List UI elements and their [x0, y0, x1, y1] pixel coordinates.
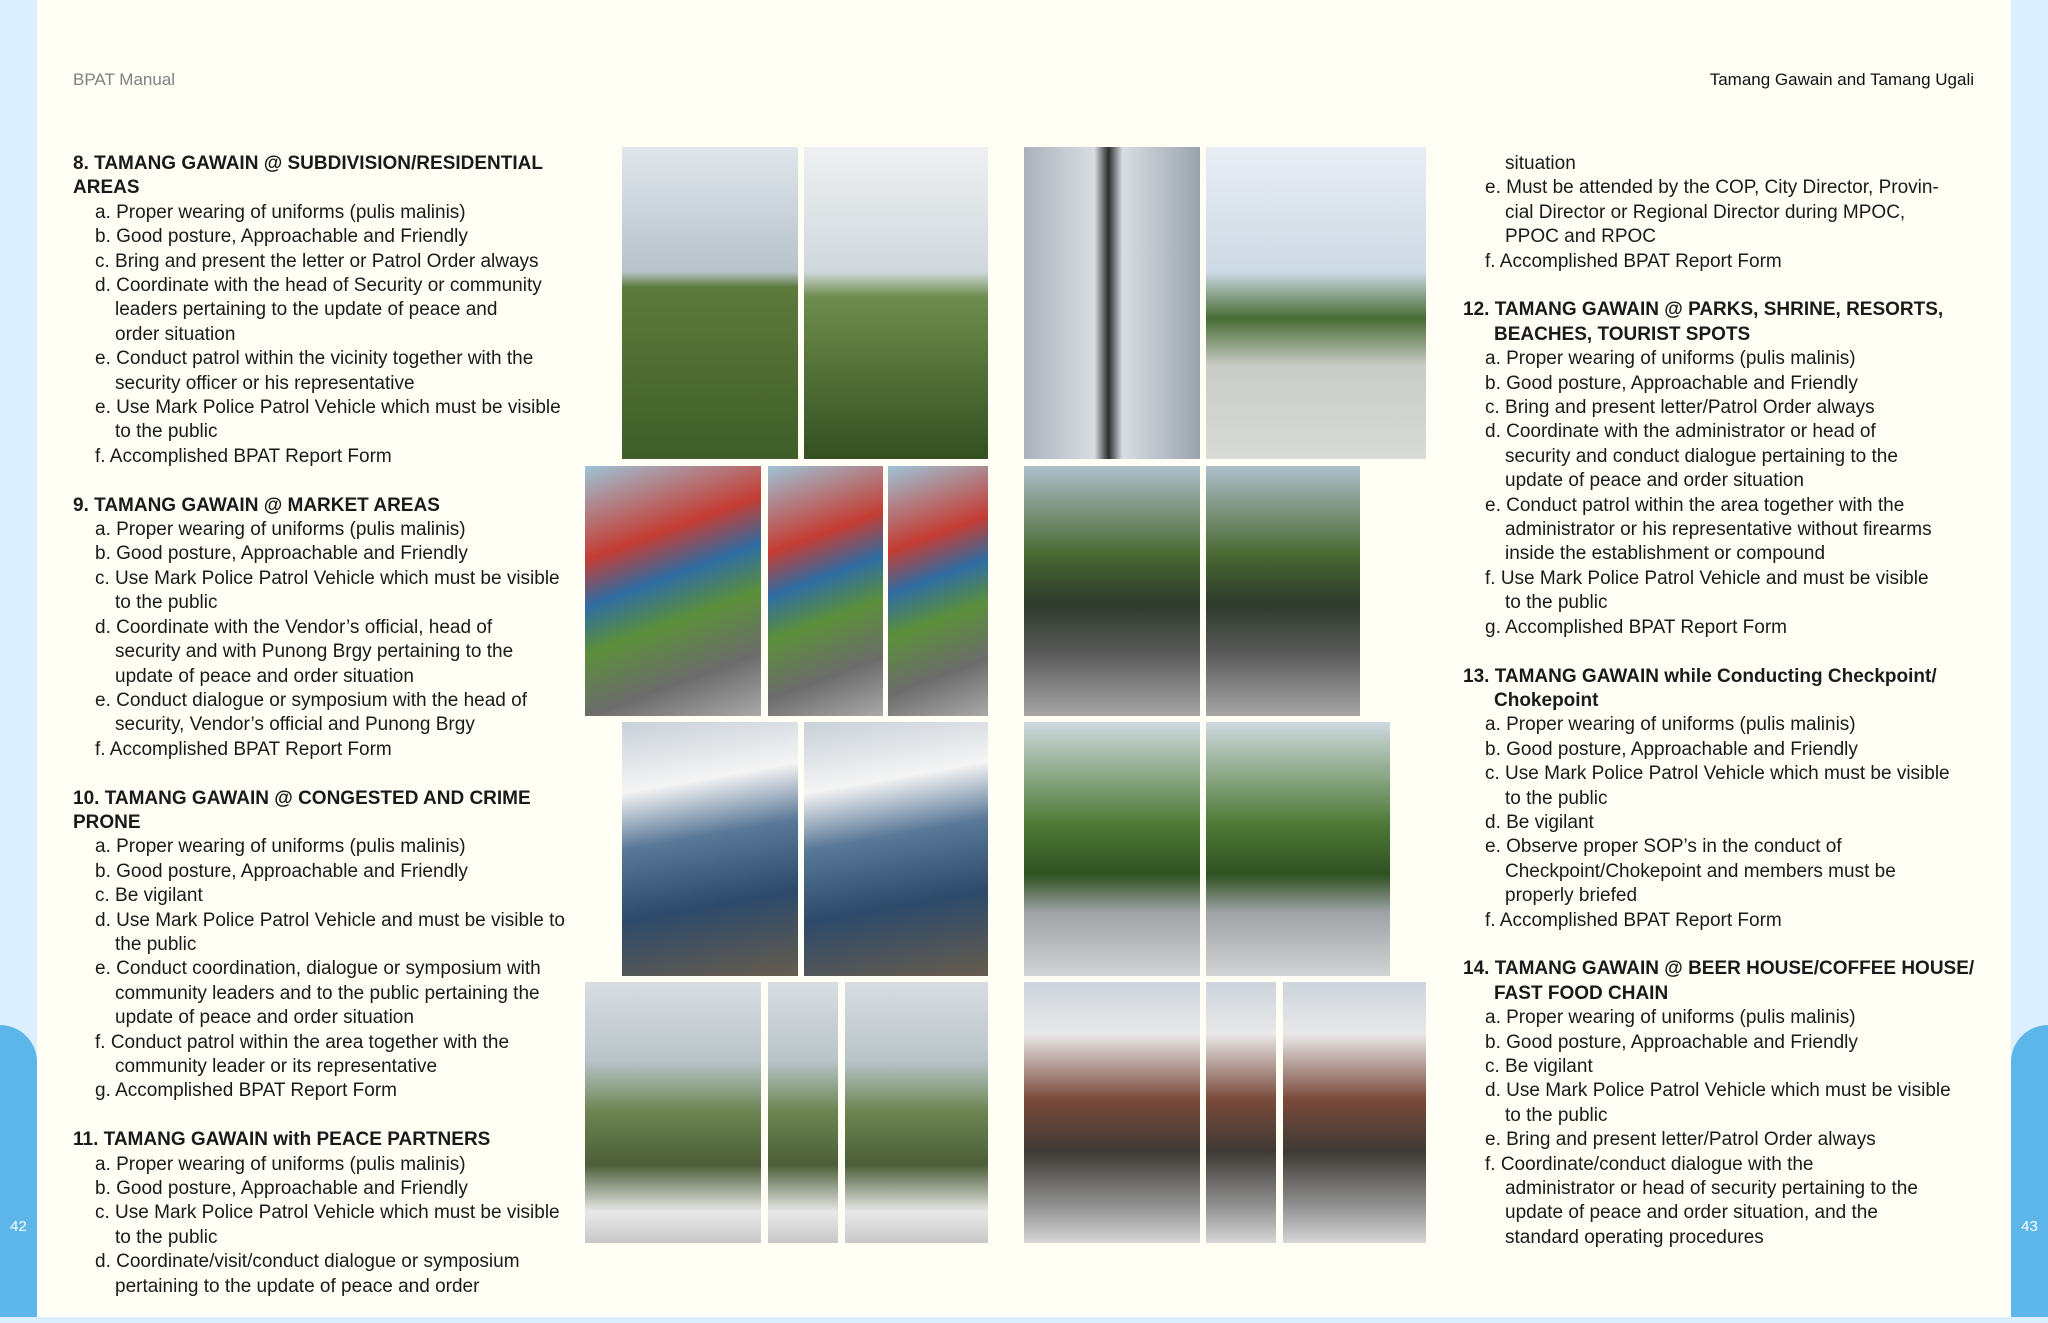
- list-item: [1463, 835, 1983, 908]
- list-item: [1463, 176, 1983, 249]
- list-item-line: e. Bring and present letter/Patrol Order always: [1485, 1129, 1876, 1151]
- photo-market-1: [585, 466, 761, 716]
- list-item-line: e. Conduct patrol within the vicinity together with the: [95, 348, 534, 370]
- section-title: [1463, 665, 1983, 714]
- list-item-continuation: to the public: [115, 1226, 218, 1248]
- list-item-continuation: community leaders and to the public pertaining the: [115, 982, 540, 1004]
- section-title: [1463, 957, 1983, 1006]
- list-item: [1463, 372, 1983, 396]
- list-item-line: b. Good posture, Approachable and Friendly: [95, 226, 468, 248]
- section-block: [73, 152, 593, 469]
- list-item-line: d. Use Mark Police Patrol Vehicle and must be visible to: [95, 909, 565, 931]
- list-item-continuation: security and conduct dialogue pertaining to the: [1505, 445, 1898, 467]
- list-item-line: d. Coordinate with the head of Security or community: [95, 275, 542, 297]
- list-item-line: c. Use Mark Police Patrol Vehicle which must be visible: [1485, 763, 1950, 785]
- list-item-line: c. Bring and present letter/Patrol Order always: [1485, 397, 1875, 419]
- list-item-continuation: update of peace and order situation, and the: [1505, 1202, 1878, 1224]
- list-item-line: c. Use Mark Police Patrol Vehicle which must be visible: [95, 567, 560, 589]
- section-block: [1463, 957, 1983, 1250]
- list-item: [73, 396, 593, 445]
- list-item: [1463, 1128, 1983, 1152]
- list-item: [1463, 762, 1983, 811]
- photo-beer-house-1: [1024, 982, 1200, 1243]
- section-block: [73, 787, 593, 1104]
- photo-peace-partners-1: [585, 982, 761, 1243]
- photo-residential-2: [804, 147, 988, 459]
- list-item-line: d. Be vigilant: [1485, 811, 1594, 833]
- list-item: [73, 1031, 593, 1080]
- section-block: [73, 494, 593, 762]
- photo-peace-partners-2: [768, 982, 838, 1243]
- list-item-continuation: update of peace and order situation: [115, 1007, 414, 1029]
- photo-congested-2: [804, 722, 988, 976]
- list-item: [1463, 1055, 1983, 1079]
- section-title-line: 11. TAMANG GAWAIN with PEACE PARTNERS: [73, 1129, 491, 1151]
- list-item-continuation: community leader or its representative: [115, 1056, 438, 1077]
- list-item-continuation: properly briefed: [1505, 885, 1638, 907]
- list-item: [1463, 1006, 1983, 1030]
- list-item-line: d. Use Mark Police Patrol Vehicle which must be visible: [1485, 1080, 1951, 1102]
- photo-checkpoint-1: [1024, 466, 1200, 716]
- list-item-line: a. Proper wearing of uniforms (pulis malinis): [1485, 348, 1856, 370]
- list-item-continuation: security, Vendor’s official and Punong Brgy: [115, 714, 475, 736]
- list-item: [73, 1177, 593, 1201]
- list-item-line: f. Accomplished BPAT Report Form: [1485, 909, 1782, 931]
- list-item-line: g. Accomplished BPAT Report Form: [1485, 616, 1788, 638]
- list-item-line: f. Use Mark Police Patrol Vehicle and must be visible: [1485, 567, 1929, 589]
- section-title: [73, 1128, 593, 1152]
- list-item-line: a. Proper wearing of uniforms (pulis malinis): [95, 519, 466, 541]
- list-item-line: f. Accomplished BPAT Report Form: [95, 445, 392, 467]
- photo-congested-1: [622, 722, 798, 976]
- list-item: [73, 445, 593, 469]
- section-block: [73, 1128, 593, 1299]
- section-title-line: 13. TAMANG GAWAIN while Conducting Checkpoint/: [1463, 665, 1937, 687]
- list-item-continuation: inside the establishment or compound: [1505, 543, 1826, 565]
- list-item-line: e. Must be attended by the COP, City Director, Provin-: [1485, 177, 1939, 199]
- list-item-line: a. Proper wearing of uniforms (pulis malinis): [1485, 714, 1856, 736]
- list-item: [73, 616, 593, 689]
- list-item: [73, 689, 593, 738]
- list-item: [73, 1079, 593, 1103]
- list-item-continuation: to the public: [1505, 592, 1608, 614]
- photo-residential-1: [622, 147, 798, 459]
- list-item: [73, 250, 593, 274]
- photo-shrine-tower: [1024, 147, 1200, 459]
- list-item-line: b. Good posture, Approachable and Friendly: [95, 1178, 468, 1200]
- left-page-tab: [0, 1025, 37, 1317]
- list-item-line: e. Observe proper SOP’s in the conduct of: [1485, 836, 1842, 858]
- list-item-line: a. Proper wearing of uniforms (pulis malinis): [95, 836, 466, 858]
- section-block: [1463, 298, 1983, 640]
- list-item-line: f. Accomplished BPAT Report Form: [95, 738, 392, 760]
- list-item: [1463, 616, 1983, 640]
- list-item-continuation: update of peace and order situation: [115, 665, 414, 687]
- list-item: [73, 567, 593, 616]
- section-title: [73, 787, 593, 836]
- list-item: [73, 860, 593, 884]
- list-item-line: g. Accomplished BPAT Report Form: [95, 1080, 398, 1102]
- list-item: [1463, 250, 1983, 274]
- list-item-continuation: pertaining to the update of peace and order: [115, 1275, 480, 1297]
- list-item-line: d. Coordinate/visit/conduct dialogue or symposium: [95, 1251, 520, 1273]
- list-item: [1463, 420, 1983, 493]
- section-title-line: 12. TAMANG GAWAIN @ PARKS, SHRINE, RESORTS,: [1463, 299, 1944, 321]
- section-title-line: Chokepoint: [1494, 689, 1599, 711]
- section-title-line: 10. TAMANG GAWAIN @ CONGESTED AND CRIME PRONE: [73, 787, 531, 833]
- list-item-line: b. Good posture, Approachable and Friendly: [1485, 1031, 1858, 1053]
- list-item-line: c. Bring and present the letter or Patrol Order always: [95, 250, 539, 272]
- running-header-left: BPAT Manual: [73, 70, 176, 89]
- list-item: [73, 1201, 593, 1250]
- list-item-continuation: cial Director or Regional Director during MPOC,: [1505, 201, 1906, 223]
- section-title: [1463, 298, 1983, 347]
- list-item-continuation: situation: [1505, 153, 1576, 174]
- section-title-line: 9. TAMANG GAWAIN @ MARKET AREAS: [73, 494, 440, 516]
- list-item-line: b. Good posture, Approachable and Friendly: [1485, 372, 1858, 394]
- list-item-line: d. Coordinate with the Vendor’s official, head of: [95, 616, 493, 638]
- list-item: [73, 518, 593, 542]
- list-item-continuation: security and with Punong Brgy pertaining to the: [115, 641, 514, 663]
- list-item-line: b. Good posture, Approachable and Friendly: [95, 543, 468, 565]
- list-item-line: f. Accomplished BPAT Report Form: [1485, 250, 1782, 272]
- list-item-continuation: standard operating procedures: [1505, 1226, 1764, 1248]
- list-item: [73, 738, 593, 762]
- section-title-line: 8. TAMANG GAWAIN @ SUBDIVISION/RESIDENTIAL AREAS: [73, 153, 543, 199]
- list-item: [73, 957, 593, 1030]
- list-item-line: a. Proper wearing of uniforms (pulis malinis): [1485, 1007, 1856, 1029]
- left-text-column: [73, 152, 593, 1323]
- list-item: [1463, 713, 1983, 737]
- section-title: [73, 494, 593, 518]
- list-item-continuation: to the public: [115, 421, 218, 443]
- list-item: [1463, 811, 1983, 835]
- photo-shrine-monument: [1206, 147, 1426, 459]
- list-item-line: c. Be vigilant: [95, 885, 203, 907]
- list-item-continuation: the public: [115, 933, 197, 955]
- list-item-continuation: order situation: [115, 323, 236, 345]
- page-number-right: 43: [2021, 1218, 2038, 1235]
- list-item-continuation: Checkpoint/Chokepoint and members must be: [1505, 860, 1896, 882]
- list-item-line: e. Conduct patrol within the area together with the: [1485, 494, 1905, 516]
- list-item-continuation: PPOC and RPOC: [1505, 226, 1656, 248]
- list-item: [73, 1250, 593, 1299]
- list-item: [1463, 909, 1983, 933]
- list-item-continuation: to the public: [1505, 787, 1608, 809]
- section-block: [1463, 665, 1983, 933]
- photo-checkpoint-2: [1206, 466, 1360, 716]
- list-item: [1463, 738, 1983, 762]
- section-title: [73, 152, 593, 201]
- page-number-left: 42: [10, 1218, 27, 1235]
- photo-chokepoint-1: [1024, 722, 1200, 976]
- list-item: [1463, 1153, 1983, 1251]
- list-item: [73, 1153, 593, 1177]
- list-item-continuation: administrator or head of security pertaining to the: [1505, 1178, 1918, 1200]
- list-item-continuation: to the public: [115, 592, 218, 614]
- running-header-right: Tamang Gawain and Tamang Ugali: [1709, 70, 1974, 89]
- list-item: [1463, 152, 1983, 176]
- list-item-continuation: security officer or his representative: [115, 372, 415, 394]
- section-title-line: FAST FOOD CHAIN: [1494, 982, 1669, 1004]
- list-item-line: e. Conduct coordination, dialogue or symposium with: [95, 958, 541, 980]
- list-item-line: b. Good posture, Approachable and Friendly: [1485, 738, 1858, 760]
- photo-peace-partners-3: [845, 982, 988, 1243]
- list-item-line: f. Conduct patrol within the area together with the: [95, 1031, 510, 1053]
- photo-beer-house-2: [1206, 982, 1276, 1243]
- list-item-continuation: leaders pertaining to the update of peace and: [115, 299, 498, 321]
- right-page-tab: [2011, 1025, 2048, 1317]
- list-item: [73, 347, 593, 396]
- right-text-column: [1463, 152, 1983, 1275]
- list-item: [1463, 1079, 1983, 1128]
- list-item: [1463, 567, 1983, 616]
- list-item: [73, 884, 593, 908]
- list-item: [73, 909, 593, 958]
- list-item-line: b. Good posture, Approachable and Friendly: [95, 860, 468, 882]
- list-item-continuation: update of peace and order situation: [1505, 470, 1804, 492]
- list-item: [1463, 1031, 1983, 1055]
- section-title-line: 14. TAMANG GAWAIN @ BEER HOUSE/COFFEE HOUSE/: [1463, 958, 1975, 980]
- list-item: [1463, 494, 1983, 567]
- section-block: [1463, 152, 1983, 274]
- list-item-line: d. Coordinate with the administrator or head of: [1485, 421, 1876, 443]
- list-item-line: e. Conduct dialogue or symposium with the head of: [95, 689, 527, 711]
- list-item-line: a. Proper wearing of uniforms (pulis malinis): [95, 1153, 466, 1175]
- list-item: [1463, 347, 1983, 371]
- photo-beer-house-3: [1283, 982, 1426, 1243]
- photo-market-2: [768, 466, 883, 716]
- list-item: [73, 274, 593, 347]
- list-item: [73, 225, 593, 249]
- list-item-line: c. Be vigilant: [1485, 1055, 1593, 1077]
- list-item: [73, 542, 593, 566]
- list-item: [73, 835, 593, 859]
- list-item-line: c. Use Mark Police Patrol Vehicle which must be visible: [95, 1202, 560, 1224]
- list-item-continuation: administrator or his representative without firearms: [1505, 519, 1932, 541]
- list-item: [73, 201, 593, 225]
- section-title-line: BEACHES, TOURIST SPOTS: [1494, 323, 1751, 345]
- list-item-line: f. Coordinate/conduct dialogue with the: [1485, 1153, 1814, 1175]
- photo-chokepoint-2: [1206, 722, 1390, 976]
- list-item-line: a. Proper wearing of uniforms (pulis malinis): [95, 201, 466, 223]
- list-item-continuation: to the public: [1505, 1104, 1608, 1126]
- photo-market-3: [888, 466, 988, 716]
- list-item-line: e. Use Mark Police Patrol Vehicle which must be visible: [95, 397, 561, 419]
- list-item: [1463, 396, 1983, 420]
